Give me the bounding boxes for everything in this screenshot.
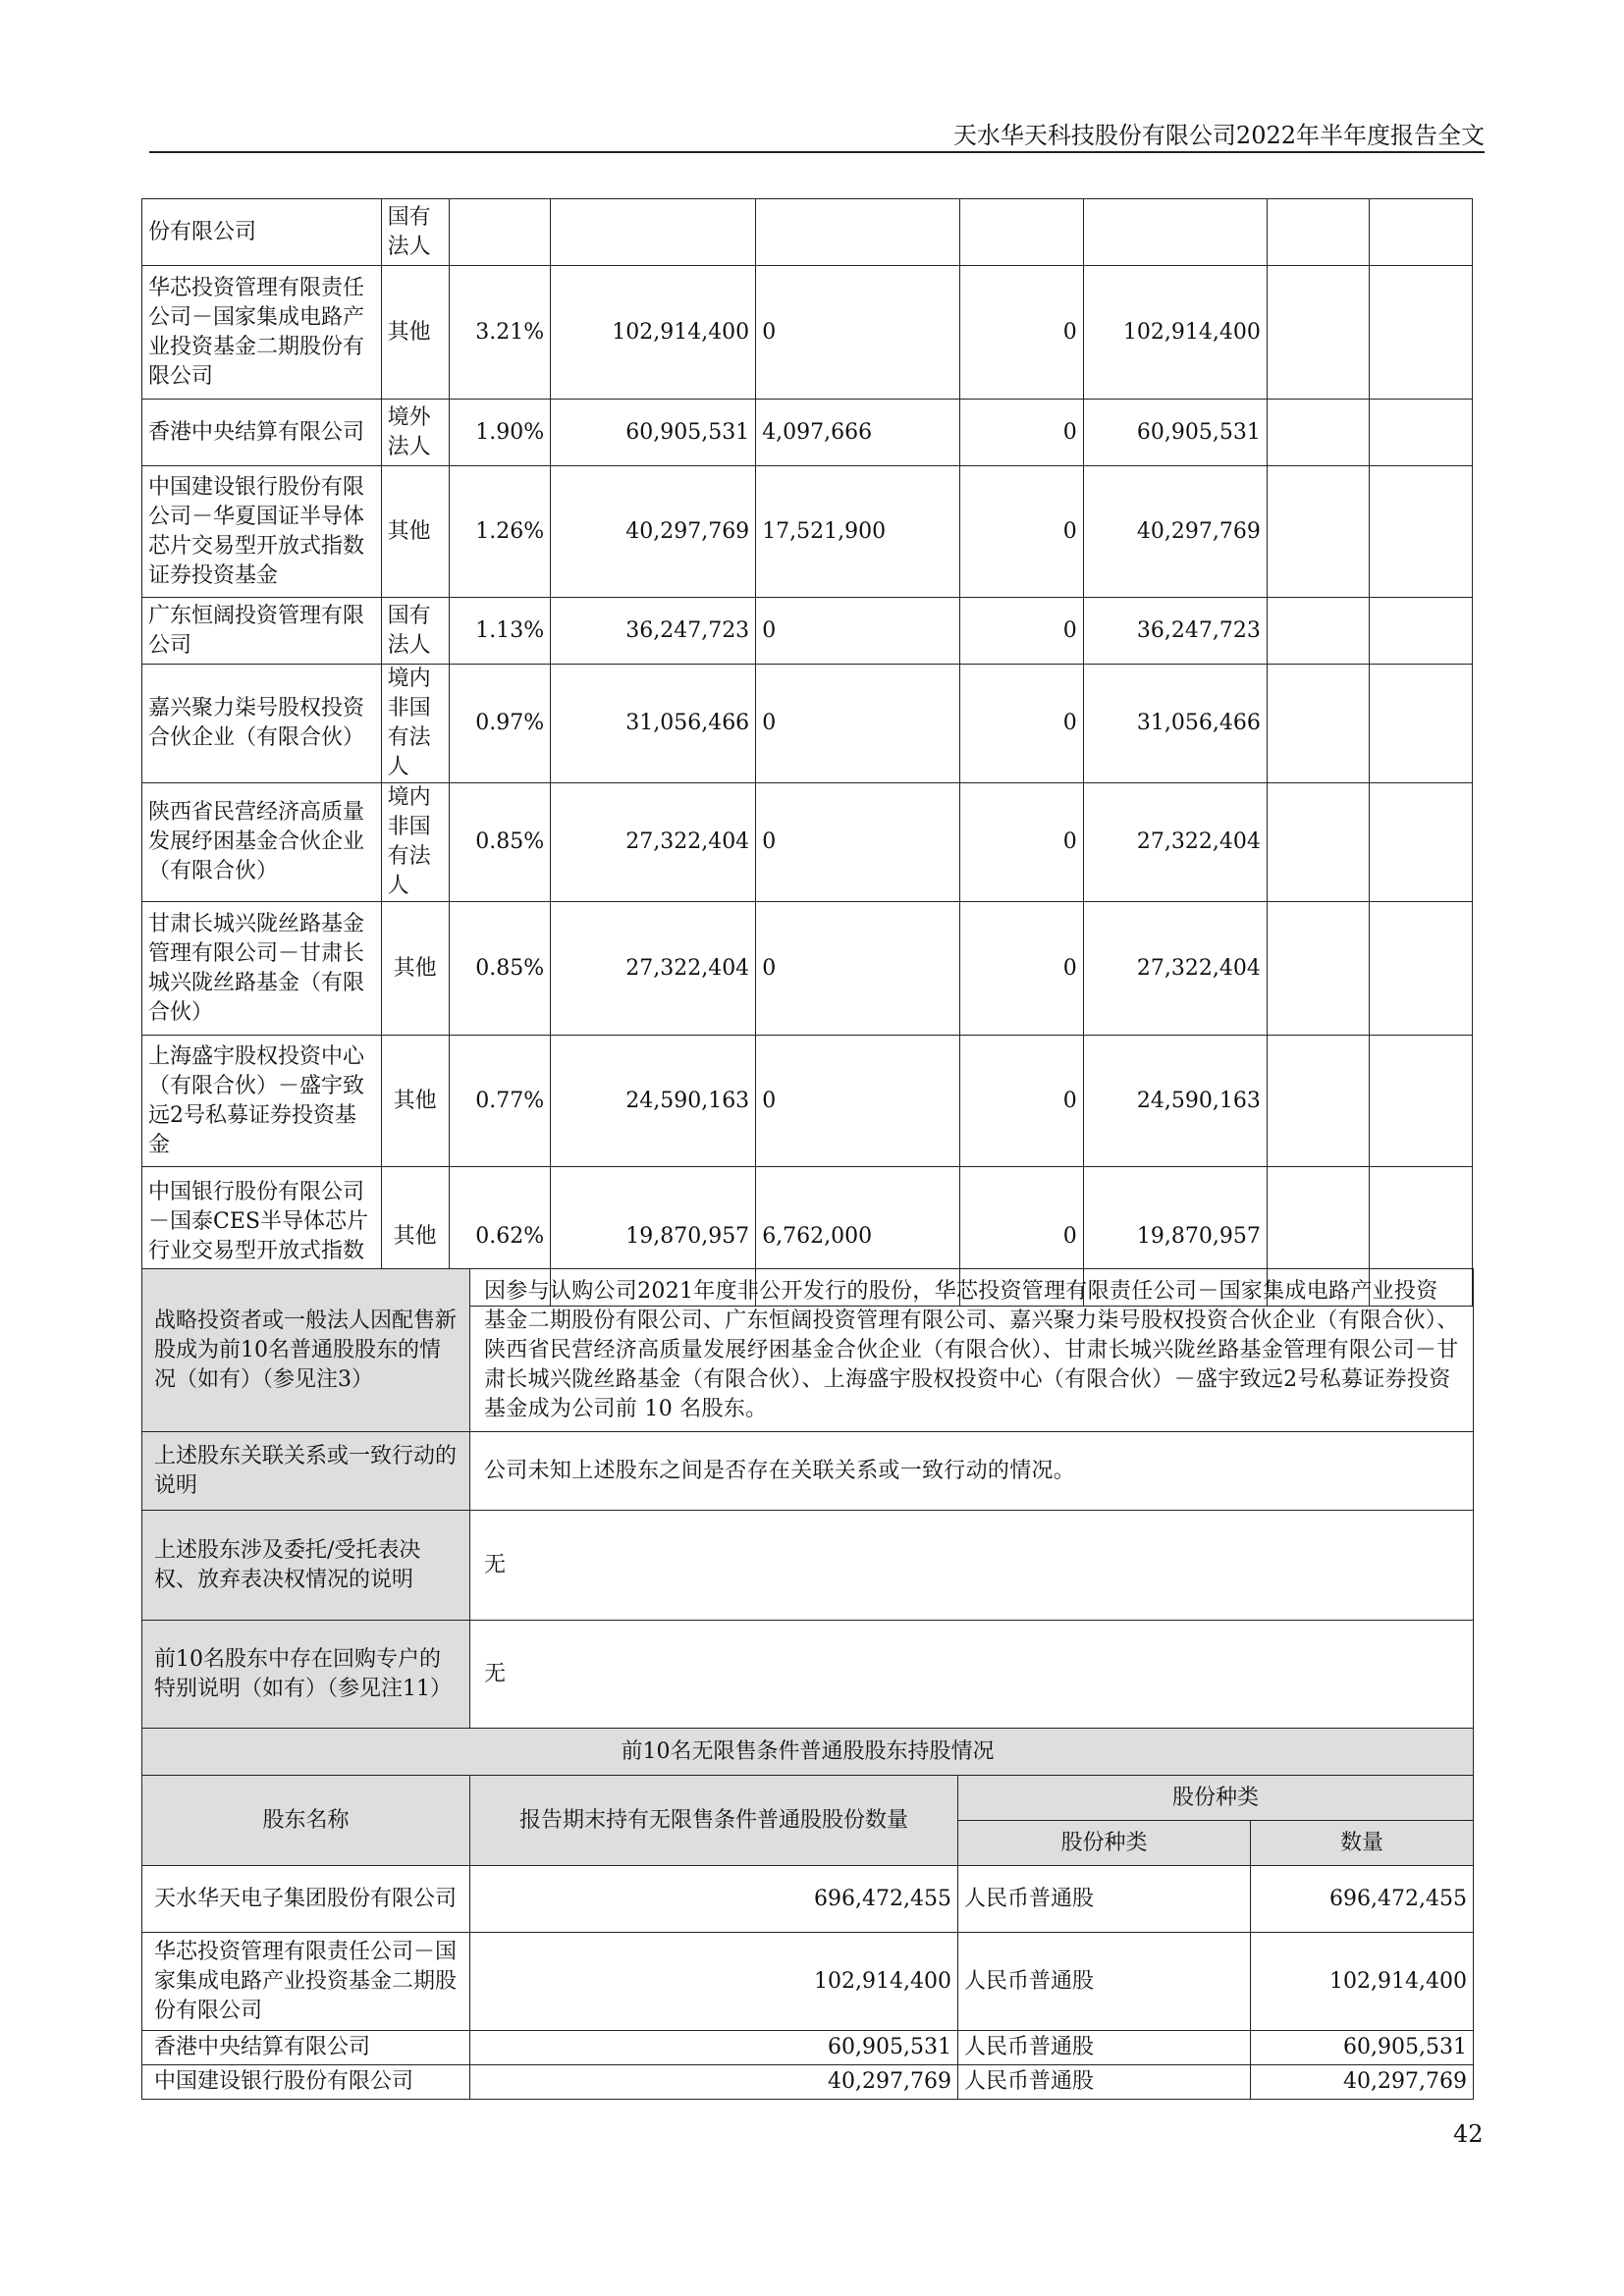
table-row [142,902,1473,1036]
holding-change: 0 [756,266,960,400]
holding-shares: 24,590,163 [551,1036,756,1167]
shareholder-name: 中国建设银行股份有限公司－华夏国证半导体芯片交易型开放式指数证券投资基金 [142,466,382,598]
pledge-quantity [1370,1036,1473,1167]
share-amount: 102,914,400 [1251,1933,1474,2031]
pledge-status [1267,783,1370,902]
pledge-quantity [1370,400,1473,466]
shareholder-name: 华芯投资管理有限责任公司－国家集成电路产业投资基金二期股份有限公司 [142,266,382,400]
unrestricted-quantity: 696,472,455 [470,1866,958,1933]
pledge-quantity [1370,783,1473,902]
holding-shares: 31,056,466 [551,665,756,783]
top10-shareholders-table [141,198,1473,1307]
restricted-shares: 0 [960,1036,1083,1167]
table-row [142,1036,1473,1167]
shareholder-notes-table [141,1268,1474,1729]
restricted-shares: 0 [960,466,1083,598]
pledge-status [1267,199,1370,266]
header-share-type-group: 股份种类 [958,1776,1474,1821]
shareholder-nature: 其他 [381,1167,449,1307]
header-quantity: 报告期末持有无限售条件普通股股份数量 [470,1776,958,1866]
holding-percent: 0.85% [449,783,551,902]
shareholder-name: 中国建设银行股份有限公司 [142,2065,470,2100]
page-number: 42 [1453,2120,1484,2148]
report-title: 天水华天科技股份有限公司2022年半年度报告全文 [952,122,1485,149]
shareholder-nature: 其他 [381,466,449,598]
holding-change: 17,521,900 [756,466,960,598]
shareholder-name: 嘉兴聚力柒号股权投资合伙企业（有限合伙） [142,665,382,783]
table-row [142,1621,1474,1729]
shareholder-name: 香港中央结算有限公司 [142,2031,470,2065]
pledge-quantity [1370,598,1473,665]
table-row [142,1511,1474,1621]
note-value: 因参与认购公司2021年度非公开发行的股份，华芯投资管理有限责任公司－国家集成电路产业投资基金二期股份有限公司、广东恒阔投资管理有限公司、嘉兴聚力柒号股权投资合伙企业（有限合伙）、陕西省民营经济高质量发展纾困基金合伙企业（有限合伙）、甘肃长城兴陇丝路基金管理有限公司－甘肃长城兴陇丝路基金（有限合伙）、上海盛宇股权投资中心（有限合伙）－盛宇致远2号私募证券投资基金成为公司前 10 名股东。 [470,1269,1474,1432]
holding-change: 0 [756,902,960,1036]
unrestricted-shares: 24,590,163 [1083,1036,1267,1167]
header-amount: 数量 [1251,1821,1474,1866]
pledge-quantity [1370,266,1473,400]
unrestricted-shares: 40,297,769 [1083,466,1267,598]
table-title-row [142,1729,1474,1776]
unrestricted-shares [1083,199,1267,266]
table-row [142,2065,1474,2100]
header-row [142,1776,1474,1821]
pledge-status [1267,598,1370,665]
pledge-status [1267,665,1370,783]
pledge-status [1267,1036,1370,1167]
holding-change: 4,097,666 [756,400,960,466]
shareholder-name: 香港中央结算有限公司 [142,400,382,466]
holding-change: 0 [756,1036,960,1167]
restricted-shares [960,199,1083,266]
table-row [142,400,1473,466]
section-title: 前10名无限售条件普通股股东持股情况 [142,1729,1474,1776]
unrestricted-shareholders-table [141,1728,1474,2100]
shareholder-name: 天水华天电子集团股份有限公司 [142,1866,470,1933]
note-value: 无 [470,1621,1474,1729]
unrestricted-shares: 31,056,466 [1083,665,1267,783]
restricted-shares: 0 [960,665,1083,783]
unrestricted-quantity: 60,905,531 [470,2031,958,2065]
shareholder-name: 甘肃长城兴陇丝路基金管理有限公司－甘肃长城兴陇丝路基金（有限合伙） [142,902,382,1036]
page-header [149,110,1485,149]
restricted-shares: 0 [960,783,1083,902]
holding-change: 0 [756,665,960,783]
shareholder-name: 上海盛宇股权投资中心（有限合伙）－盛宇致远2号私募证券投资基金 [142,1036,382,1167]
holding-shares [551,199,756,266]
pledge-quantity [1370,665,1473,783]
shareholder-name: 华芯投资管理有限责任公司－国家集成电路产业投资基金二期股份有限公司 [142,1933,470,2031]
holding-shares: 60,905,531 [551,400,756,466]
share-amount: 696,472,455 [1251,1866,1474,1933]
note-label: 上述股东涉及委托/受托表决权、放弃表决权情况的说明 [142,1511,470,1621]
unrestricted-shares: 36,247,723 [1083,598,1267,665]
restricted-shares: 0 [960,1167,1083,1307]
holding-shares: 27,322,404 [551,902,756,1036]
header-shareholder-name: 股东名称 [142,1776,470,1866]
holding-shares: 19,870,957 [551,1167,756,1307]
unrestricted-shares: 27,322,404 [1083,902,1267,1036]
table-row [142,466,1473,598]
holding-percent: 1.13% [449,598,551,665]
pledge-status [1267,466,1370,598]
table-row [142,598,1473,665]
holding-percent: 1.90% [449,400,551,466]
note-label: 战略投资者或一般法人因配售新股成为前10名普通股股东的情况（如有）（参见注3） [142,1269,470,1432]
holding-percent: 1.26% [449,466,551,598]
table-row [142,1432,1474,1511]
header-rule [149,151,1485,153]
unrestricted-shares: 102,914,400 [1083,266,1267,400]
shareholder-nature: 境外法人 [381,400,449,466]
holding-percent: 0.85% [449,902,551,1036]
table-row [142,1866,1474,1933]
holding-percent: 3.21% [449,266,551,400]
pledge-status [1267,400,1370,466]
shareholder-nature: 国有法人 [381,598,449,665]
holding-percent: 0.77% [449,1036,551,1167]
shareholder-nature: 境内非国有法人 [381,665,449,783]
holding-change [756,199,960,266]
holding-percent: 0.62% [449,1167,551,1307]
share-amount: 60,905,531 [1251,2031,1474,2065]
pledge-quantity [1370,199,1473,266]
unrestricted-shares: 60,905,531 [1083,400,1267,466]
pledge-quantity [1370,902,1473,1036]
table-row [142,783,1473,902]
restricted-shares: 0 [960,902,1083,1036]
shareholder-name: 广东恒阔投资管理有限公司 [142,598,382,665]
share-type: 人民币普通股 [958,2031,1251,2065]
shareholder-nature: 其他 [381,902,449,1036]
shareholder-nature: 国有法人 [381,199,449,266]
unrestricted-quantity: 40,297,769 [470,2065,958,2100]
unrestricted-shares: 27,322,404 [1083,783,1267,902]
restricted-shares: 0 [960,400,1083,466]
table-row [142,1933,1474,2031]
holding-change: 6,762,000 [756,1167,960,1307]
share-amount: 40,297,769 [1251,2065,1474,2100]
pledge-quantity [1370,466,1473,598]
unrestricted-shares: 19,870,957 [1083,1167,1267,1307]
shareholder-name: 陕西省民营经济高质量发展纾困基金合伙企业（有限合伙） [142,783,382,902]
share-type: 人民币普通股 [958,2065,1251,2100]
unrestricted-quantity: 102,914,400 [470,1933,958,2031]
restricted-shares: 0 [960,598,1083,665]
restricted-shares: 0 [960,266,1083,400]
header-share-type: 股份种类 [958,1821,1251,1866]
share-type: 人民币普通股 [958,1866,1251,1933]
table-row [142,2031,1474,2065]
holding-shares: 36,247,723 [551,598,756,665]
shareholder-nature: 境内非国有法人 [381,783,449,902]
share-type: 人民币普通股 [958,1933,1251,2031]
table-row [142,199,1473,266]
table-row [142,665,1473,783]
holding-shares: 102,914,400 [551,266,756,400]
holding-change: 0 [756,598,960,665]
shareholder-name: 份有限公司 [142,199,382,266]
pledge-status [1267,902,1370,1036]
holding-percent: 0.97% [449,665,551,783]
table-row [142,1269,1474,1432]
holding-change: 0 [756,783,960,902]
note-label: 前10名股东中存在回购专户的特别说明（如有）（参见注11） [142,1621,470,1729]
pledge-status [1267,266,1370,400]
shareholder-name: 中国银行股份有限公司－国泰CES半导体芯片行业交易型开放式指数 [142,1167,382,1307]
shareholder-nature: 其他 [381,1036,449,1167]
note-value: 公司未知上述股东之间是否存在关联关系或一致行动的情况。 [470,1432,1474,1511]
note-label: 上述股东关联关系或一致行动的说明 [142,1432,470,1511]
shareholder-nature: 其他 [381,266,449,400]
table-row [142,266,1473,400]
holding-shares: 27,322,404 [551,783,756,902]
holding-shares: 40,297,769 [551,466,756,598]
note-value: 无 [470,1511,1474,1621]
holding-percent [449,199,551,266]
